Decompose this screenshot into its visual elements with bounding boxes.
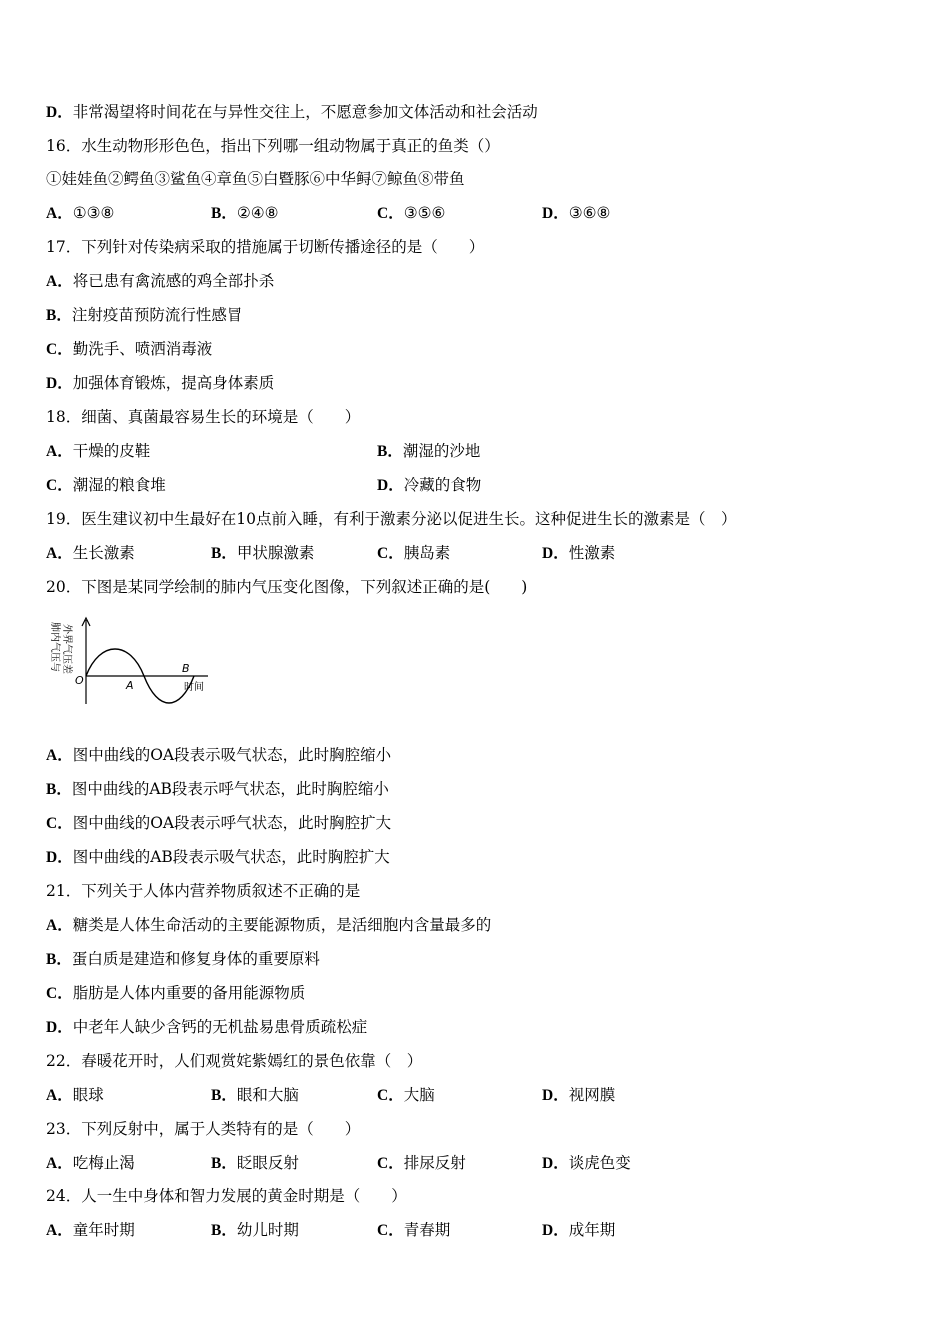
option-letter: B．: [46, 307, 72, 324]
q16-option-a: [46, 203, 114, 224]
option-letter: D．: [542, 545, 569, 562]
option-text: 脂肪是人体内重要的备用能源物质: [72, 984, 306, 1002]
option-letter: D．: [46, 849, 73, 866]
option-letter: A．: [46, 1222, 73, 1239]
q22-stem: 22．春暖花开时，人们观赏姹紫嫣红的景色依靠（ ）: [46, 1052, 423, 1070]
option-text: 甲状腺激素: [236, 544, 315, 562]
q19-option-c: [377, 543, 450, 564]
option-letter: C．: [377, 1087, 404, 1104]
q17-option-b: [46, 305, 242, 326]
option-letter: A．: [46, 273, 73, 290]
option-letter: D．: [46, 1019, 73, 1036]
option-letter: A．: [46, 747, 73, 764]
option-letter: B．: [211, 545, 237, 562]
q22-option-d: [542, 1085, 615, 1106]
q18-option-a: [46, 441, 150, 462]
q17-stem: 17．下列针对传染病采取的措施属于切断传播途径的是（ ）: [46, 238, 485, 256]
q20-stem: 20．下图是某同学绘制的肺内气压变化图像，下列叙述正确的是( ): [46, 578, 528, 596]
q16-animal-list: ①娃娃鱼②鳄鱼③鲨鱼④章鱼⑤白暨豚⑥中华鲟⑦鲸鱼⑧带鱼: [46, 170, 465, 188]
option-text: 糖类是人体生命活动的主要能源物质，是活细胞内含量最多的: [72, 916, 492, 934]
q24-option-a: [46, 1220, 135, 1241]
q21-option-a: [46, 915, 491, 936]
option-text: 眼球: [72, 1086, 104, 1104]
figure-origin-label: O: [75, 674, 84, 687]
q18-option-d: [377, 475, 481, 496]
option-text: 非常渴望将时间花在与异性交往上，不愿意参加文体活动和社会活动: [72, 103, 538, 121]
option-letter: B．: [211, 1087, 237, 1104]
figure-point-b-label: B: [182, 662, 190, 675]
q18-option-b: [377, 441, 480, 462]
option-text: ②④⑧: [236, 204, 279, 222]
option-text: 图中曲线的AB段表示吸气状态，此时胸腔扩大: [72, 848, 390, 866]
option-letter: A．: [46, 917, 73, 934]
q19-stem: 19．医生建议初中生最好在10点前入睡，有利于激素分泌以促进生长。这种促进生长的激素是（ ）: [46, 510, 737, 528]
q17-option-d: [46, 373, 274, 394]
option-text: 幼儿时期: [236, 1221, 299, 1239]
q24-option-d: [542, 1220, 615, 1241]
option-letter: A．: [46, 1155, 73, 1172]
q21-option-b: [46, 949, 320, 970]
q18-stem: 18．细菌、真菌最容易生长的环境是（ ）: [46, 408, 361, 426]
figure-ylabel-line2: 外界气压差: [61, 624, 72, 674]
option-text: ③⑥⑧: [568, 204, 611, 222]
option-letter: A．: [46, 443, 73, 460]
option-text: 干燥的皮鞋: [72, 442, 151, 460]
figure-point-a-label: A: [126, 679, 134, 692]
q24-options: [46, 1220, 906, 1240]
q23-option-c: [377, 1153, 466, 1174]
option-text: 图中曲线的AB段表示呼气状态，此时胸腔缩小: [71, 780, 389, 798]
option-text: 吃梅止渴: [72, 1154, 135, 1172]
option-text: 成年期: [568, 1221, 616, 1239]
q23-option-d: [542, 1153, 631, 1174]
option-letter: B．: [46, 781, 72, 798]
q18-option-c: [46, 475, 166, 496]
option-letter: C．: [46, 341, 73, 358]
option-text: 胰岛素: [403, 544, 451, 562]
q15-option-d: [46, 102, 538, 123]
q20-option-a: [46, 745, 391, 766]
q24-stem: 24．人一生中身体和智力发展的黄金时期是（ ）: [46, 1187, 407, 1205]
option-letter: C．: [46, 985, 73, 1002]
figure-xlabel: 时间: [184, 682, 204, 693]
q24-option-b: [211, 1220, 299, 1241]
option-text: 性激素: [568, 544, 616, 562]
option-letter: B．: [377, 443, 403, 460]
option-letter: C．: [46, 477, 73, 494]
option-letter: C．: [377, 1222, 404, 1239]
q16-stem: 16．水生动物形形色色，指出下列哪一组动物属于真正的鱼类（）: [46, 137, 500, 155]
option-letter: B．: [211, 1222, 237, 1239]
q17-option-c: [46, 339, 212, 360]
q22-option-c: [377, 1085, 435, 1106]
q23-option-a: [46, 1153, 135, 1174]
q22-option-a: [46, 1085, 104, 1106]
option-text: ③⑤⑥: [403, 204, 446, 222]
option-letter: C．: [377, 545, 404, 562]
option-text: 潮湿的粮食堆: [72, 476, 166, 494]
option-letter: D．: [542, 205, 569, 222]
q23-stem: 23．下列反射中，属于人类特有的是（ ）: [46, 1120, 361, 1138]
option-letter: D．: [46, 104, 73, 121]
q20-option-d: [46, 847, 390, 868]
option-letter: D．: [46, 375, 73, 392]
option-text: 眨眼反射: [236, 1154, 299, 1172]
option-text: 蛋白质是建造和修复身体的重要原料: [71, 950, 320, 968]
q18-options-row-1: [46, 441, 906, 461]
option-text: 大脑: [403, 1086, 435, 1104]
option-text: 勤洗手、喷洒消毒液: [72, 340, 213, 358]
option-letter: C．: [377, 205, 404, 222]
q24-option-c: [377, 1220, 450, 1241]
option-text: 将已患有禽流感的鸡全部扑杀: [72, 272, 275, 290]
option-letter: B．: [46, 951, 72, 968]
option-letter: D．: [542, 1087, 569, 1104]
option-letter: B．: [211, 205, 237, 222]
q21-stem: 21．下列关于人体内营养物质叙述不正确的是: [46, 882, 361, 900]
q23-options: [46, 1153, 906, 1173]
option-text: 谈虎色变: [568, 1154, 631, 1172]
q19-option-b: [211, 543, 314, 564]
option-text: 青春期: [403, 1221, 451, 1239]
lung-pressure-figure: [40, 612, 220, 712]
q23-option-b: [211, 1153, 299, 1174]
figure-ylabel-line1: 肺内气压与: [49, 622, 60, 672]
q18-options-row-2: [46, 475, 906, 495]
option-letter: C．: [46, 815, 73, 832]
q16-options: [46, 203, 906, 223]
option-text: 冷藏的食物: [403, 476, 482, 494]
option-text: 排尿反射: [403, 1154, 466, 1172]
option-letter: D．: [377, 477, 404, 494]
option-letter: D．: [542, 1222, 569, 1239]
q22-options: [46, 1085, 906, 1105]
q22-option-b: [211, 1085, 299, 1106]
q19-option-a: [46, 543, 135, 564]
option-text: 童年时期: [72, 1221, 135, 1239]
option-letter: D．: [542, 1155, 569, 1172]
option-text: 注射疫苗预防流行性感冒: [71, 306, 243, 324]
option-text: ①③⑧: [72, 204, 115, 222]
option-letter: B．: [211, 1155, 237, 1172]
option-letter: A．: [46, 1087, 73, 1104]
option-letter: C．: [377, 1155, 404, 1172]
option-letter: A．: [46, 545, 73, 562]
option-letter: A．: [46, 205, 73, 222]
q19-options: [46, 543, 906, 563]
q16-option-d: [542, 203, 610, 224]
q16-option-b: [211, 203, 279, 224]
option-text: 眼和大脑: [236, 1086, 299, 1104]
option-text: 视网膜: [568, 1086, 616, 1104]
option-text: 图中曲线的OA段表示吸气状态，此时胸腔缩小: [72, 746, 392, 764]
option-text: 加强体育锻炼，提高身体素质: [72, 374, 275, 392]
q17-option-a: [46, 271, 274, 292]
q16-option-c: [377, 203, 445, 224]
q20-option-c: [46, 813, 391, 834]
option-text: 中老年人缺少含钙的无机盐易患骨质疏松症: [72, 1018, 368, 1036]
option-text: 图中曲线的OA段表示呼气状态，此时胸腔扩大: [72, 814, 392, 832]
q20-option-b: [46, 779, 389, 800]
q21-option-d: [46, 1017, 367, 1038]
option-text: 潮湿的沙地: [402, 442, 481, 460]
option-text: 生长激素: [72, 544, 135, 562]
q19-option-d: [542, 543, 615, 564]
q21-option-c: [46, 983, 305, 1004]
